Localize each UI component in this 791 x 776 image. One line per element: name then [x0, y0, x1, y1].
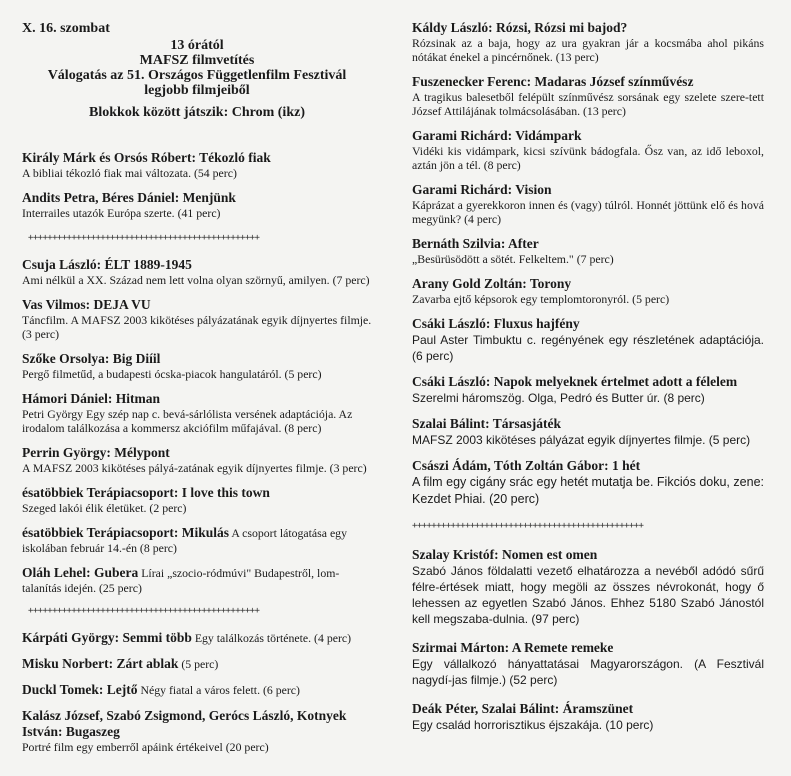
- film-entry: [412, 374, 764, 406]
- film-description: Káprázat a gyerekkoron innen és (vagy) túlról. Honnét jöttünk elő és hová megyünk? (4 perc): [412, 198, 764, 226]
- film-description: „Besürüsödött a sötét. Felkeltem." (7 perc): [412, 252, 614, 266]
- film-description: Szabó János földalatti vezető elhatározza a nevéből adódó sűrű félre-értések miatt, hogy megöli az összes névrokonát, hogy ő lehessen az egyetlen Szabó János. Ehhez 5180 Szabó Jánostól kell megszaba-dulnia. (97 perc): [412, 564, 764, 626]
- film-entry: [412, 701, 764, 733]
- film-title-text: Oláh Lehel: Gubera: [22, 565, 139, 580]
- film-entry: [22, 445, 372, 475]
- film-description: Portré film egy emberről apáink értékeivel (20 perc): [22, 740, 269, 754]
- film-description: Táncfilm. A MAFSZ 2003 kikötéses pályázatának egyik díjnyertes filmje. (3 perc): [22, 313, 372, 341]
- film-description: Pergő filmetűd, a budapesti ócska-piacok hangulatáról. (5 perc): [22, 367, 322, 381]
- film-description-inline: A csoport látogatása egy: [229, 526, 347, 540]
- film-description-inline: (5 perc): [178, 657, 219, 671]
- film-entry: [412, 128, 764, 172]
- film-title-text: Kárpáti György: Semmi több: [22, 630, 192, 645]
- film-title: ésatöbbiek Terápiacsoport: I love this town: [22, 485, 270, 500]
- film-description: A film egy cigány srác egy hetét mutatja be. Fikciós doku, zene: Kezdet Phiai. (20 perc): [412, 475, 764, 506]
- film-description: A MAFSZ 2003 kikötéses pályá-zatának egyik díjnyertes filmje. (3 perc): [22, 461, 367, 475]
- film-title: Andits Petra, Béres Dániel: Menjünk: [22, 190, 236, 205]
- film-title: Garami Richárd: Vidámpark: [412, 128, 582, 143]
- film-entry: [22, 150, 372, 180]
- film-entry: [22, 630, 372, 646]
- film-entry: [22, 565, 372, 595]
- film-entry: [22, 257, 372, 287]
- right-column: [412, 20, 764, 743]
- film-title: [22, 656, 372, 672]
- film-title-text: Duckl Tomek: Lejtő: [22, 682, 138, 697]
- film-entry: [22, 391, 372, 435]
- film-title: [22, 630, 372, 646]
- film-title: Csáki László: Napok melyeknek értelmet adott a félelem: [412, 374, 738, 389]
- film-entry: [22, 297, 372, 341]
- film-title: Szalai Bálint: Társasjáték: [412, 416, 562, 431]
- header-time: 13 órától: [170, 38, 224, 53]
- film-description: talanítás idején. (25 perc): [22, 581, 142, 595]
- film-title: Kalász József, Szabó Zsigmond, Gerócs László, Kotnyek: [22, 708, 347, 723]
- film-entry: [412, 458, 764, 508]
- film-entry: [412, 276, 764, 306]
- film-description: Szerelmi háromszög. Olga, Pedró és Butter úr. (8 perc): [412, 391, 705, 405]
- film-description: Rózsinak az a baja, hogy az ura gyakran jár a kocsmába ahol pikáns nótákat énekel a pincérnőnek. (13 perc): [412, 36, 764, 64]
- film-entry: [412, 236, 764, 266]
- film-title: Fuszenecker Ferenc: Madaras József színművész: [412, 74, 694, 89]
- film-title: [22, 682, 372, 698]
- film-description-inline: Négy fiatal a város felett. (6 perc): [137, 683, 300, 697]
- film-entry: [22, 485, 372, 515]
- film-description: Zavarba ejtő képsorok egy templomtoronyról. (5 perc): [412, 292, 670, 306]
- header-event: MAFSZ filmvetítés: [139, 53, 255, 68]
- film-entry: [412, 416, 764, 448]
- film-title: Király Márk és Orsós Róbert: Tékozló fiak: [22, 150, 271, 165]
- film-title: Szirmai Márton: A Remete remeke: [412, 640, 614, 655]
- film-title: [22, 565, 372, 581]
- film-title: Bernáth Szilvia: After: [412, 236, 539, 251]
- film-title-text: ésatöbbiek Terápiacsoport: Mikulás: [22, 525, 230, 540]
- separator: ++++++++++++++++++++++++++++++++++++++++++++++++: [412, 521, 644, 531]
- film-entry: [22, 190, 372, 220]
- film-title: Deák Péter, Szalai Bálint: Áramszünet: [412, 701, 634, 716]
- film-title-continued: István: Bugaszeg: [22, 724, 120, 739]
- separator: ++++++++++++++++++++++++++++++++++++++++++++++++: [28, 233, 260, 243]
- film-title: Vas Vilmos: DEJA VU: [22, 297, 151, 312]
- header-music: Blokkok között játszik: Chrom (ikz): [89, 105, 305, 120]
- film-description: Vidéki kis vidámpark, kicsi szívünk bádogfala. Ősz van, az idő leboxol, aztán jön a tél. (8 perc): [412, 144, 764, 172]
- film-description: Paul Aster Timbuktu c. regényének egy részletének adaptációja. (6 perc): [412, 333, 764, 363]
- film-title: Arany Gold Zoltán: Torony: [412, 276, 572, 291]
- film-title: Garami Richárd: Vision: [412, 182, 552, 197]
- header: [22, 0, 372, 150]
- film-description: A tragikus balesetből felépült színművész sorsának egy szelete szere-tett József Attilájának tolmácsolásában. (13 perc): [412, 90, 764, 118]
- film-entry: [412, 547, 764, 627]
- film-entry: [412, 316, 764, 364]
- film-title: [22, 525, 372, 541]
- film-title: Szalay Kristóf: Nomen est omen: [412, 547, 598, 562]
- film-title: Hámori Dániel: Hitman: [22, 391, 160, 406]
- film-title: Perrin György: Mélypont: [22, 445, 170, 460]
- film-entry: [412, 182, 764, 226]
- film-description: Ami nélkül a XX. Század nem lett volna olyan szörnyű, amilyen. (7 perc): [22, 273, 370, 287]
- film-description-inline: Egy találkozás története. (4 perc): [191, 631, 352, 645]
- film-title: Csuja László: ÉLT 1889-1945: [22, 257, 192, 272]
- film-description: Szeged lakói élik életüket. (2 perc): [22, 501, 187, 515]
- film-entry: [22, 656, 372, 672]
- film-title: Káldy László: Rózsi, Rózsi mi bajod?: [412, 20, 628, 35]
- film-entry: [412, 20, 764, 64]
- film-description-inline: Lírai „szocio-ródmúvi" Budapestről, lom-: [138, 566, 340, 580]
- header-selection-2: legjobb filmjeiből: [144, 83, 250, 98]
- film-description: Petri György Egy szép nap c. bevá-sárlólista versének adaptációja. Az irodalom találkozása a kommersz akciófilm műfajával. (8 perc): [22, 407, 353, 435]
- film-title-text: Misku Norbert: Zárt ablak: [22, 656, 179, 671]
- left-column: [22, 0, 372, 764]
- film-entry: [22, 351, 372, 381]
- film-description: A bibliai tékozló fiak mai változata. (54 perc): [22, 166, 237, 180]
- film-title: Csáki László: Fluxus hajfény: [412, 316, 580, 331]
- header-selection: Válogatás az 51. Országos Függetlenfilm Fesztivál: [47, 68, 347, 83]
- film-entry: [412, 74, 764, 118]
- film-title: Szőke Orsolya: Big Diíil: [22, 351, 161, 366]
- film-title: Császi Ádám, Tóth Zoltán Gábor: 1 hét: [412, 458, 641, 473]
- film-description: Egy család horrorisztikus éjszakája. (10 perc): [412, 718, 654, 732]
- film-description: Egy vállalkozó hányattatásai Magyarországon. (A Fesztivál nagydí-jas filmje.) (52 perc): [412, 657, 764, 687]
- film-description: MAFSZ 2003 kikötéses pályázat egyik díjnyertes filmje. (5 perc): [412, 433, 751, 447]
- film-description: iskolában február 14.-én (8 perc): [22, 541, 177, 555]
- film-entry: [22, 708, 372, 754]
- date-line: X. 16. szombat: [22, 21, 110, 36]
- film-entry: [22, 682, 372, 698]
- film-entry: [412, 640, 764, 688]
- separator: ++++++++++++++++++++++++++++++++++++++++++++++++: [28, 606, 260, 616]
- film-entry: [22, 525, 372, 555]
- film-description: Interrailes utazók Európa szerte. (41 perc): [22, 206, 221, 220]
